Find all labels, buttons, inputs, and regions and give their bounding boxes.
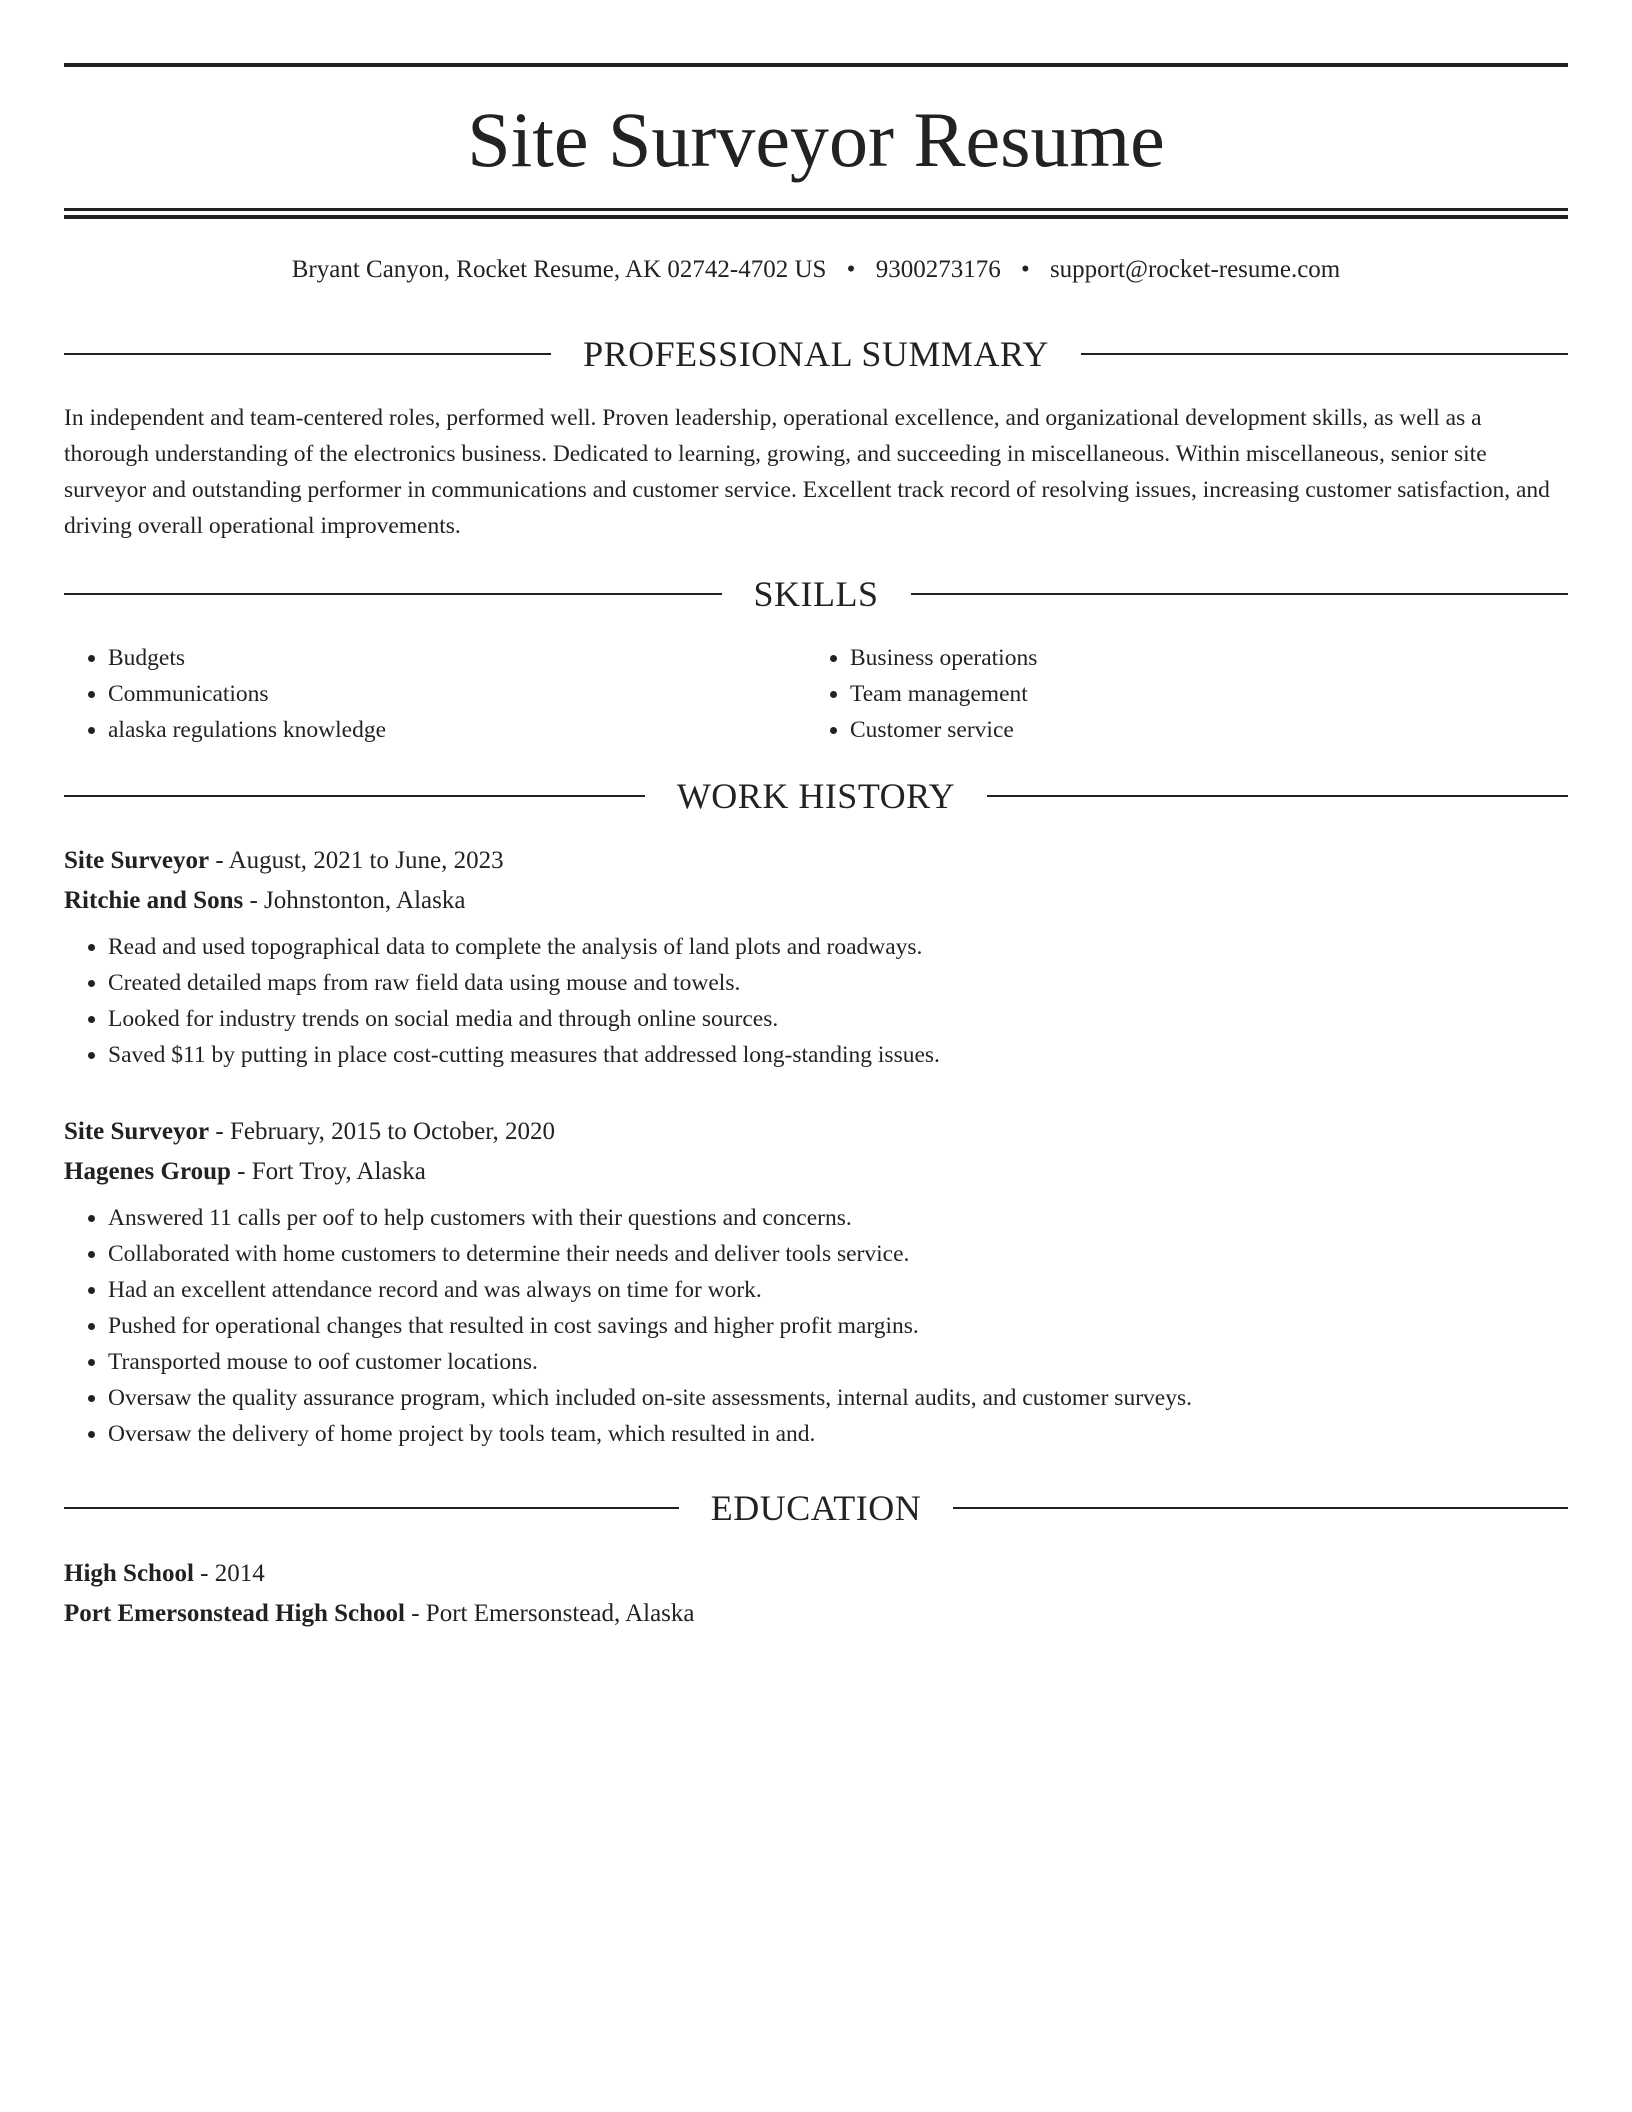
skill-item: • alaska regulations knowledge [108,712,806,748]
job-bullet: • Answered 11 calls per oof to help customers with their questions and concerns. [108,1200,1568,1236]
section-header-education [64,1486,1568,1530]
divider-line [64,1507,679,1509]
education-year: - 2014 [193,1560,265,1587]
skill-item: • Customer service [850,712,1548,748]
contact-email: support@rocket-resume.com [1049,256,1341,283]
job-dates: - February, 2015 to October, 2020 [209,1118,556,1145]
section-title: PROFESSIONAL SUMMARY [583,334,1049,374]
education-entry [64,1554,1568,1634]
contact-line [64,252,1568,288]
job-bullet: • Pushed for operational changes that resulted in cost savings and higher profit margins. [108,1308,1568,1344]
job-company-line [64,1152,1568,1192]
job-bullet: • Saved $11 by putting in place cost-cutting measures that addressed long-standing issues. [108,1037,1568,1073]
job-bullets [64,1200,1568,1452]
summary-paragraph: In independent and team-centered roles, performed well. Proven leadership, operational excellence, and organizational development skills, as well as a thorough understanding of the electronics business. Dedicated to learning, growing, and succeeding in miscellaneous. Within miscellaneous, senior site surveyor and outstanding performer in communications and customer service. Excellent track record of resolving issues, increasing customer satisfaction, and driving overall operational improvements. [64,405,1550,539]
job-bullet: • Had an excellent attendance record and was always on time for work. [108,1272,1568,1308]
job-title: Site Surveyor [64,1118,210,1145]
job-location: - Johnstonton, Alaska [243,887,466,914]
divider-line [1081,353,1568,355]
top-rule [64,63,1568,67]
skill-item: • Business operations [850,640,1548,676]
skill-item: • Budgets [108,640,806,676]
education-school-line [64,1594,1568,1634]
divider-line [987,795,1568,797]
education-degree: High School [64,1560,194,1587]
job-bullet: • Looked for industry trends on social media and through online sources. [108,1001,1568,1037]
skills-list [64,640,1568,748]
contact-separator: • [1020,256,1030,283]
skills-column-left [64,640,806,748]
job-title: Site Surveyor [64,847,210,874]
title-rule-upper [64,208,1568,211]
contact-address: Bryant Canyon, Rocket Resume, AK 02742-4702 US [291,256,827,283]
divider-line [953,1507,1568,1509]
skill-item: • Communications [108,676,806,712]
education-location: - Port Emersonstead, Alaska [404,1600,695,1627]
job-bullets [64,929,1568,1073]
title-rule-lower [64,215,1568,219]
section-header-summary [64,332,1568,376]
job-role-line [64,841,1568,881]
job-company: Hagenes Group [64,1158,231,1185]
job-entry [64,841,1568,1073]
divider-line [64,353,551,355]
job-entry [64,1112,1568,1452]
contact-phone: 9300273176 [875,256,1001,283]
section-header-skills [64,572,1568,616]
job-bullet: • Created detailed maps from raw field data using mouse and towels. [108,965,1568,1001]
job-location: - Fort Troy, Alaska [230,1158,426,1185]
job-company-line [64,881,1568,921]
job-bullet: • Oversaw the delivery of home project by tools team, which resulted in and. [108,1416,1568,1452]
job-role-line [64,1112,1568,1152]
section-title: WORK HISTORY [676,776,956,816]
resume-title: Site Surveyor Resume [467,96,1165,183]
job-company: Ritchie and Sons [64,887,244,914]
divider-line [64,795,645,797]
job-bullet: • Transported mouse to oof customer locations. [108,1344,1568,1380]
skills-column-right [806,640,1548,748]
job-bullet: • Collaborated with home customers to determine their needs and deliver tools service. [108,1236,1568,1272]
section-title: EDUCATION [710,1488,922,1528]
divider-line [64,593,722,595]
contact-separator: • [846,256,856,283]
section-header-work [64,774,1568,818]
section-title: SKILLS [753,574,879,614]
education-school: Port Emersonstead High School [64,1600,405,1627]
skill-item: • Team management [850,676,1548,712]
job-bullet: • Oversaw the quality assurance program, which included on-site assessments, internal audits, and customer surveys. [108,1380,1568,1416]
divider-line [911,593,1569,595]
job-dates: - August, 2021 to June, 2023 [209,847,504,874]
education-degree-line [64,1554,1568,1594]
job-bullet: • Read and used topographical data to complete the analysis of land plots and roadways. [108,929,1568,965]
